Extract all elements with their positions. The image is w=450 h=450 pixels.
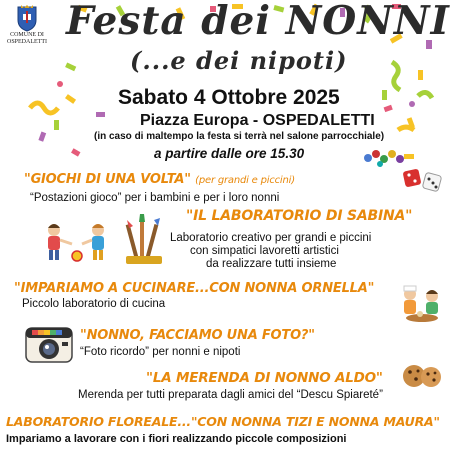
event-4-title: "NONNO, FACCIAMO UNA FOTO?" — [80, 328, 315, 343]
kids-playing-icon — [40, 222, 116, 262]
page-title: Festa dei NONNI — [66, 0, 450, 44]
event-1-desc: “Postazioni gioco” per i bambini e per i loro nonni — [30, 192, 280, 204]
event-1-title-extra: (per grandi e piccini) — [195, 175, 295, 186]
comune-label-bottom: OSPEDALETTI — [7, 39, 47, 45]
event-2-desc-line-2: con simpatici lavoretti artistici — [190, 245, 339, 257]
coat-of-arms-icon — [15, 4, 39, 32]
event-2-desc-line-3: da realizzare tutti insieme — [206, 258, 337, 270]
weather-note: (in caso di maltempo la festa si terrà nel salone parrocchiale) — [94, 131, 385, 142]
event-2-desc-line-1: Laboratorio creativo per grandi e piccini — [170, 232, 372, 244]
cookies-icon — [400, 362, 444, 390]
event-3-desc: Piccolo laboratorio di cucina — [22, 298, 166, 310]
comune-label-top: COMUNE DI — [10, 32, 44, 38]
event-date: Sabato 4 Ottobre 2025 — [118, 86, 340, 109]
comune-logo — [4, 4, 50, 54]
event-5-desc: Merenda per tutti preparata dagli amici del “Descu Spiareté” — [78, 389, 383, 401]
event-1-title — [24, 172, 295, 187]
dice-icon — [402, 166, 446, 194]
instant-camera-icon — [24, 322, 74, 364]
event-5-title: "LA MERENDA DI NONNO ALDO" — [146, 370, 383, 386]
marbles-icon — [362, 146, 408, 168]
page-subtitle: (...e dei nipoti) — [130, 46, 348, 75]
event-6-title: LABORATORIO FLOREALE..."CON NONNA TIZI E NONNA MAURA" — [6, 414, 440, 429]
event-3-title: "IMPARIAMO A CUCINARE...CON NONNA ORNELLA" — [14, 281, 375, 296]
event-1-title-main: "GIOCHI DI UNA VOLTA" — [24, 172, 191, 187]
event-6-desc: Impariamo a lavorare con i fiori realizzando piccole composizioni — [6, 433, 347, 445]
paintbrushes-icon — [124, 214, 164, 266]
cooking-kids-icon — [396, 284, 448, 324]
event-time: a partire dalle ore 15.30 — [154, 146, 305, 161]
event-4-desc: “Foto ricordo” per nonni e nipoti — [80, 346, 241, 358]
event-2-title: "IL LABORATORIO DI SABINA" — [186, 208, 413, 224]
event-place: Piazza Europa - OSPEDALETTI — [140, 112, 375, 129]
